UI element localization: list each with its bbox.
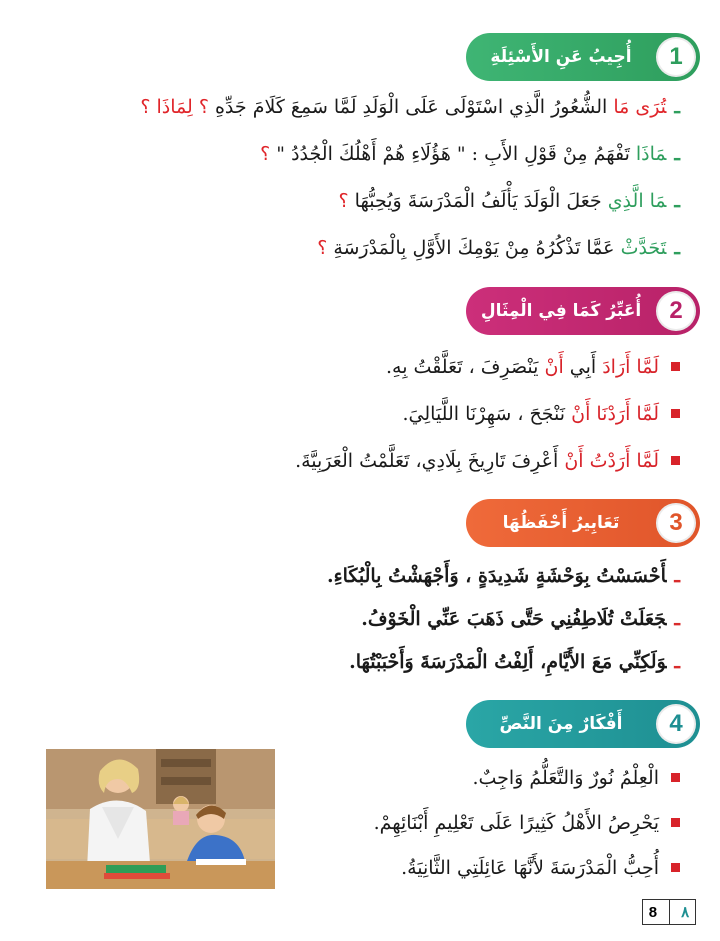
classroom-photo	[46, 749, 275, 889]
question-tail: ؟	[338, 190, 349, 212]
expression-3	[349, 651, 680, 673]
section-1-number-badge	[656, 37, 696, 77]
question-text: الشُّعُورُ الَّذِي اسْتَوْلَى عَلَى الْوَلَدِ لَمَّا سَمِعَ كَلَامَ جَدِّهِ	[208, 96, 614, 118]
example-3	[295, 450, 680, 472]
expression-text: وَلَكِنِّي مَعَ الأَيَّامِ، أَلِفْتُ الْمَدْرَسَةَ وَأَحْبَبْتُهَا.	[349, 651, 667, 673]
example-2	[402, 403, 680, 425]
square-bullet-icon	[671, 863, 680, 872]
section-3-number-badge	[656, 503, 696, 543]
section-4-number: 4	[669, 710, 683, 737]
question-lead: تَحَدَّثْ	[620, 237, 667, 259]
square-bullet-icon	[671, 773, 680, 782]
idea-2	[374, 812, 680, 834]
section-3-header	[466, 499, 700, 547]
dash-bullet: ـ	[674, 608, 680, 630]
dash-bullet: ـ	[674, 143, 680, 165]
section-4-header	[466, 700, 700, 748]
square-bullet-icon	[671, 818, 680, 827]
section-2-number: 2	[669, 297, 683, 324]
idea-1	[472, 767, 680, 789]
question-text: تَفْهَمُ مِنْ قَوْلِ الأَبِ : " هَؤُلَاءِ هُمْ أَهْلُكَ الْجُدُدُ "	[270, 143, 636, 165]
teacher-helping-student-icon	[46, 749, 275, 889]
example-an: أَنْ	[571, 403, 591, 425]
example-an: أَنْ	[544, 356, 564, 378]
question-2	[260, 143, 680, 165]
expression-1	[327, 565, 680, 587]
dash-bullet: ـ	[674, 651, 680, 673]
dash-bullet: ـ	[674, 237, 680, 259]
example-lead: لَمَّا أَرَدْتُ	[589, 450, 659, 472]
example-an: أَنْ	[564, 450, 584, 472]
question-1	[140, 96, 680, 118]
dash-bullet: ـ	[674, 96, 680, 118]
section-1-title: أُجِيبُ عَنِ الأَسْئِلَةِ	[490, 47, 632, 67]
dash-bullet: ـ	[674, 565, 680, 587]
section-1-number: 1	[669, 43, 683, 70]
idea-3	[401, 857, 680, 879]
question-text: جَعَلَ الْوَلَدَ يَأْلَفُ الْمَدْرَسَةَ وَيُحِبُّهَا	[348, 190, 608, 212]
idea-text: الْعِلْمُ نُورٌ وَالتَّعَلُّمُ وَاجِبٌ.	[472, 767, 659, 789]
dash-bullet: ـ	[674, 190, 680, 212]
section-2-header	[466, 287, 700, 335]
question-4	[317, 237, 680, 259]
question-text: عَمَّا تَذْكُرُهُ مِنْ يَوْمِكَ الأَوَّلِ بِالْمَدْرَسَةِ	[327, 237, 621, 259]
question-lead: تُرَى مَا	[613, 96, 667, 118]
section-2-title: أُعَبِّرُ كَمَا فِي الْمِثَالِ	[480, 301, 642, 321]
question-3	[339, 190, 680, 212]
page-number-arabic: ٨	[681, 904, 690, 921]
question-tail: ؟	[260, 143, 271, 165]
question-tail: ؟ لِمَاذَا ؟	[140, 96, 209, 118]
expression-text: جَعَلَتْ تُلَاطِفُنِي حَتَّى ذَهَبَ عَنِّي الْخَوْفُ.	[361, 608, 667, 630]
square-bullet-icon	[671, 362, 680, 371]
example-mid: أَبِي	[563, 356, 603, 378]
question-lead: مَاذَا	[635, 143, 667, 165]
example-text: نَنْجَحَ ، سَهِرْنَا اللَّيَالِيَ.	[402, 403, 572, 425]
idea-text: يَحْرِصُ الأَهْلُ كَثِيرًا عَلَى تَعْلِيمِ أَبْنَائِهِمْ.	[373, 812, 659, 834]
example-lead: لَمَّا أَرَادَ	[602, 356, 659, 378]
expression-text: أَحْسَسْتُ بِوَحْشَةٍ شَدِيدَةٍ ، وَأَجْهَشْتُ بِالْبُكَاءِ.	[327, 565, 667, 587]
example-1	[386, 356, 680, 378]
example-text: يَنْصَرِفَ ، تَعَلَّقْتُ بِهِ.	[385, 356, 545, 378]
expression-2	[361, 608, 680, 630]
section-4-title: أَفْكَارٌ مِنَ النَّصِّ	[499, 714, 623, 734]
square-bullet-icon	[671, 456, 680, 465]
section-1-header	[466, 33, 700, 81]
page-number-box	[642, 899, 696, 925]
section-4-number-badge	[656, 704, 696, 744]
section-3-number: 3	[669, 509, 683, 536]
section-3-title: تَعَابِيرُ أَحْفَظُهَا	[502, 513, 620, 533]
idea-text: أُحِبُّ الْمَدْرَسَةَ لأَنَّهَا عَائِلَتِي الثَّانِيَةُ.	[401, 857, 659, 879]
square-bullet-icon	[671, 409, 680, 418]
section-2-number-badge	[656, 291, 696, 331]
page-number-divider	[669, 900, 670, 924]
page-number-latin: 8	[648, 903, 658, 921]
question-tail: ؟	[317, 237, 328, 259]
example-text: أَعْرِفَ تَارِيخَ بِلَادِي، تَعَلَّمْتُ الْعَرَبِيَّةَ.	[295, 450, 565, 472]
example-lead: لَمَّا أَرَدْنَا	[596, 403, 659, 425]
question-lead: مَا الَّذِي	[607, 190, 667, 212]
